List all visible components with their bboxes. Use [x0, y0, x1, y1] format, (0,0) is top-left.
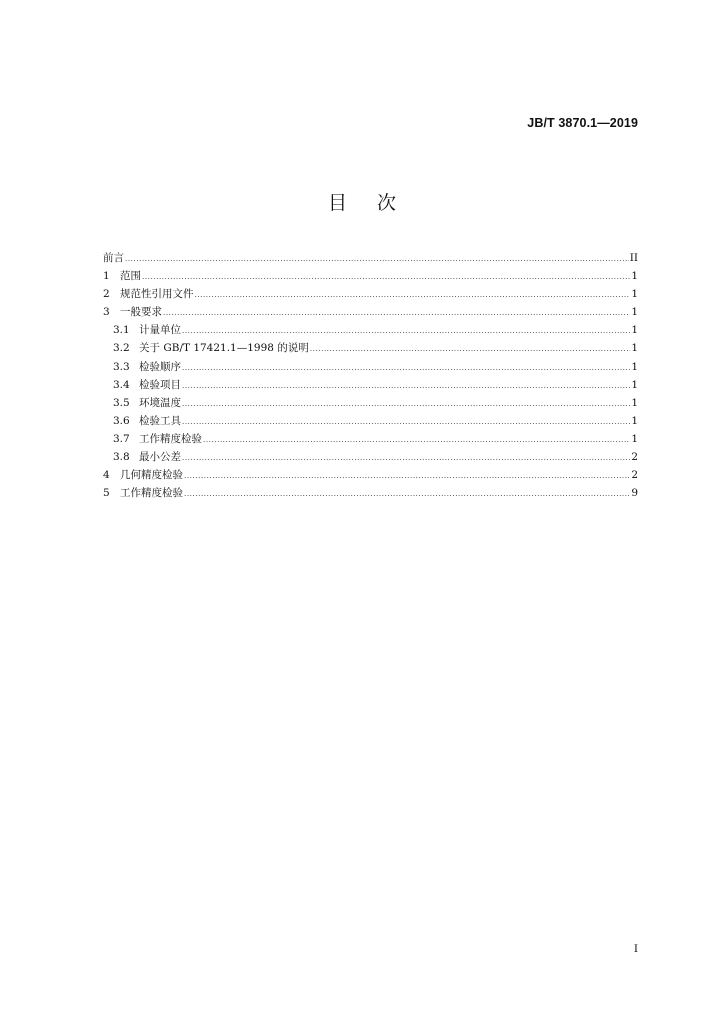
toc-leader: [182, 377, 630, 395]
standard-code: JB/T 3870.1—2019: [527, 116, 638, 130]
toc-entry-page: 1: [631, 288, 638, 301]
toc-entry-number: 1: [103, 270, 110, 283]
toc-entry-label: 环境温度: [139, 396, 181, 409]
toc-entry-label: 一般要求: [120, 306, 162, 319]
toc-entry-number: 3.3: [113, 360, 130, 373]
toc-entry-3-2[interactable]: [103, 339, 638, 357]
toc-entry-label: 检验工具: [139, 414, 181, 427]
toc-entry-page: 1: [631, 306, 638, 319]
toc-entry-3-5[interactable]: [103, 394, 638, 412]
toc-entry-page: 1: [631, 342, 638, 355]
toc-entry-3-7[interactable]: [103, 430, 638, 448]
toc-entry-3-6[interactable]: [103, 412, 638, 430]
toc-entry-label: 工作精度检验: [120, 487, 183, 500]
toc-entry-3-3[interactable]: [103, 358, 638, 376]
toc-entry-label: 最小公差: [139, 451, 181, 464]
page-title: 目次: [327, 192, 426, 214]
toc-entry-4[interactable]: [103, 466, 638, 484]
toc-entry-page: 2: [631, 469, 638, 482]
toc-leader: [184, 485, 630, 503]
toc-entry-label: 关于 GB/T 17421.1—1998 的说明: [139, 342, 309, 355]
table-of-contents: [103, 249, 638, 502]
toc-leader: [163, 304, 630, 322]
toc-entry-number: 3.6: [113, 414, 130, 427]
toc-entry-page: 1: [631, 360, 638, 373]
toc-leader: [310, 340, 631, 358]
toc-entry-page: II: [629, 252, 638, 264]
toc-leader: [203, 431, 630, 449]
toc-entry-page: 1: [631, 432, 638, 445]
toc-entry-page: 1: [631, 414, 638, 427]
toc-entry-2[interactable]: [103, 285, 638, 303]
toc-entry-number: 3: [103, 306, 110, 319]
toc-leader: [195, 286, 631, 304]
toc-entry-label: 检验项目: [139, 378, 181, 391]
toc-entry-number: 3.5: [113, 396, 130, 409]
page-number: I: [633, 943, 638, 955]
toc-entry-number: 3.4: [113, 378, 130, 391]
toc-entry-label: 检验顺序: [139, 360, 181, 373]
toc-leader: [182, 359, 630, 377]
toc-entry-number: 3.2: [113, 342, 130, 355]
toc-entry-page: 2: [631, 451, 638, 464]
toc-entry-3-4[interactable]: [103, 376, 638, 394]
toc-entry-number: 2: [103, 288, 110, 301]
toc-entry-page: 1: [631, 270, 638, 283]
toc-entry-page: 1: [631, 396, 638, 409]
toc-entry-number: 3.1: [113, 324, 130, 337]
toc-entry-number: 3.7: [113, 432, 130, 445]
toc-entry-label: 几何精度检验: [120, 469, 183, 482]
toc-entry-label: 规范性引用文件: [120, 288, 194, 301]
toc-entry-1[interactable]: [103, 267, 638, 285]
toc-leader: [182, 449, 630, 467]
toc-entry-label: 范围: [120, 270, 141, 283]
toc-entry-number: 3.8: [113, 451, 130, 464]
toc-leader: [125, 250, 629, 268]
toc-entry-3-1[interactable]: [103, 321, 638, 339]
toc-entry-page: 1: [631, 378, 638, 391]
toc-entry-label: 计量单位: [139, 324, 181, 337]
toc-entry-foreword[interactable]: [103, 249, 638, 267]
toc-entry-number: 5: [103, 487, 110, 500]
toc-entry-3[interactable]: [103, 303, 638, 321]
toc-entry-3-8[interactable]: [103, 448, 638, 466]
toc-entry-page: 1: [631, 324, 638, 337]
toc-leader: [182, 413, 630, 431]
toc-entry-label: 工作精度检验: [139, 432, 202, 445]
toc-entry-5[interactable]: [103, 484, 638, 502]
toc-entry-label: 前言: [103, 252, 124, 264]
toc-entry-number: 4: [103, 469, 110, 482]
toc-leader: [142, 268, 630, 286]
toc-entry-page: 9: [631, 487, 638, 500]
toc-leader: [182, 322, 630, 340]
toc-leader: [182, 395, 630, 413]
toc-leader: [184, 467, 630, 485]
